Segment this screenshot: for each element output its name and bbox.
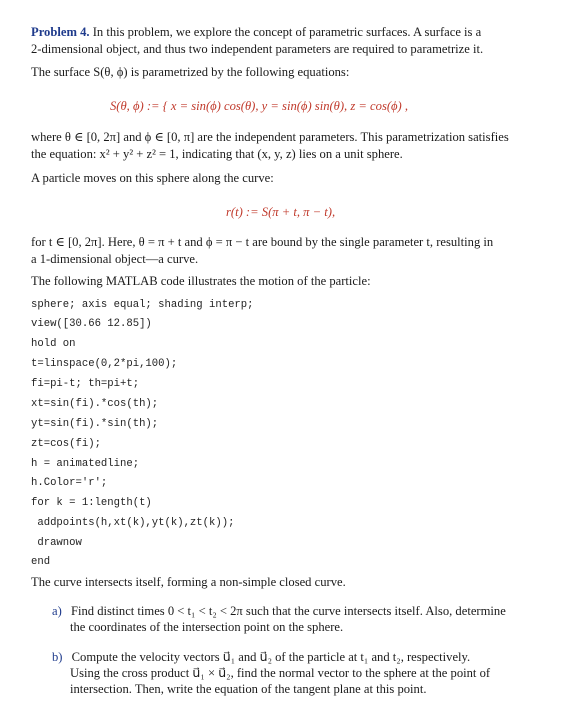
code-line: for k = 1:length(t) [31, 497, 152, 509]
code-line: zt=cos(fi); [31, 438, 101, 450]
code-line: fi=pi-t; th=pi+t; [31, 378, 140, 390]
problem-heading: Problem 4. [31, 25, 90, 39]
intro-line-1 [31, 24, 481, 40]
part-a-text-2: the coordinates of the intersection point on the sphere. [70, 620, 344, 634]
intro-text-1: In this problem, we explore the concept of parametric surfaces. A surface is a [92, 25, 482, 39]
code-line: yt=sin(fi).*sin(th); [31, 418, 159, 430]
closing-sentence: The curve intersects itself, forming a non-simple closed curve. [31, 575, 346, 589]
part-b [52, 649, 552, 697]
part-b-text-3: intersection. Then, write the equation of the tangent plane at this point. [70, 682, 427, 696]
curve-equation: r(t) := S(π + t, π − t), [226, 205, 336, 219]
surface-equation: S(θ, ϕ) := { x = sin(ϕ) cos(θ), y = sin(ϕ) sin(θ), z = cos(ϕ) , [110, 99, 409, 113]
code-line: sphere; axis equal; shading interp; [31, 299, 254, 311]
where-line-2: the equation: x² + y² + z² = 1, indicating that (x, y, z) lies on a unit sphere. [31, 147, 403, 161]
code-line: drawnow [31, 537, 82, 549]
code-line: h = animatedline; [31, 458, 140, 470]
part-b-text-1: Compute the velocity vectors u⃗₁ and u⃗₂ of the particle at t₁ and t₂, respectively. [71, 650, 471, 664]
where-line-1: where θ ∈ [0, 2π] and ϕ ∈ [0, π] are the independent parameters. This parametrization satisfies [31, 130, 509, 144]
intro-line-2: 2-dimensional object, and thus two independent parameters are required to parametrize it. [31, 42, 484, 56]
for-line-2: a 1-dimensional object—a curve. [31, 252, 199, 266]
part-a-text-1: Find distinct times 0 < t₁ < t₂ < 2π such that the curve intersects itself. Also, determine [70, 604, 506, 618]
surface-sentence: The surface S(θ, ϕ) is parametrized by the following equations: [31, 65, 350, 79]
particle-sentence: A particle moves on this sphere along the curve: [31, 171, 274, 185]
part-a-label: a) [52, 604, 62, 618]
code-line: end [31, 556, 51, 568]
part-a [52, 603, 552, 635]
matlab-sentence: The following MATLAB code illustrates the motion of the particle: [31, 274, 371, 288]
part-b-label: b) [52, 650, 63, 664]
code-line: addpoints(h,xt(k),yt(k),zt(k)); [31, 517, 235, 529]
code-line: xt=sin(fi).*cos(th); [31, 398, 159, 410]
code-line: view([30.66 12.85]) [31, 318, 152, 330]
for-line-1: for t ∈ [0, 2π]. Here, θ = π + t and ϕ = π − t are bound by the single parameter t, resulting in [31, 235, 494, 249]
code-line: hold on [31, 338, 76, 350]
code-line: h.Color='r'; [31, 477, 108, 489]
code-line: t=linspace(0,2*pi,100); [31, 358, 178, 370]
part-b-text-2: Using the cross product u⃗₁ × u⃗₂, find the normal vector to the sphere at the point of [70, 666, 491, 680]
